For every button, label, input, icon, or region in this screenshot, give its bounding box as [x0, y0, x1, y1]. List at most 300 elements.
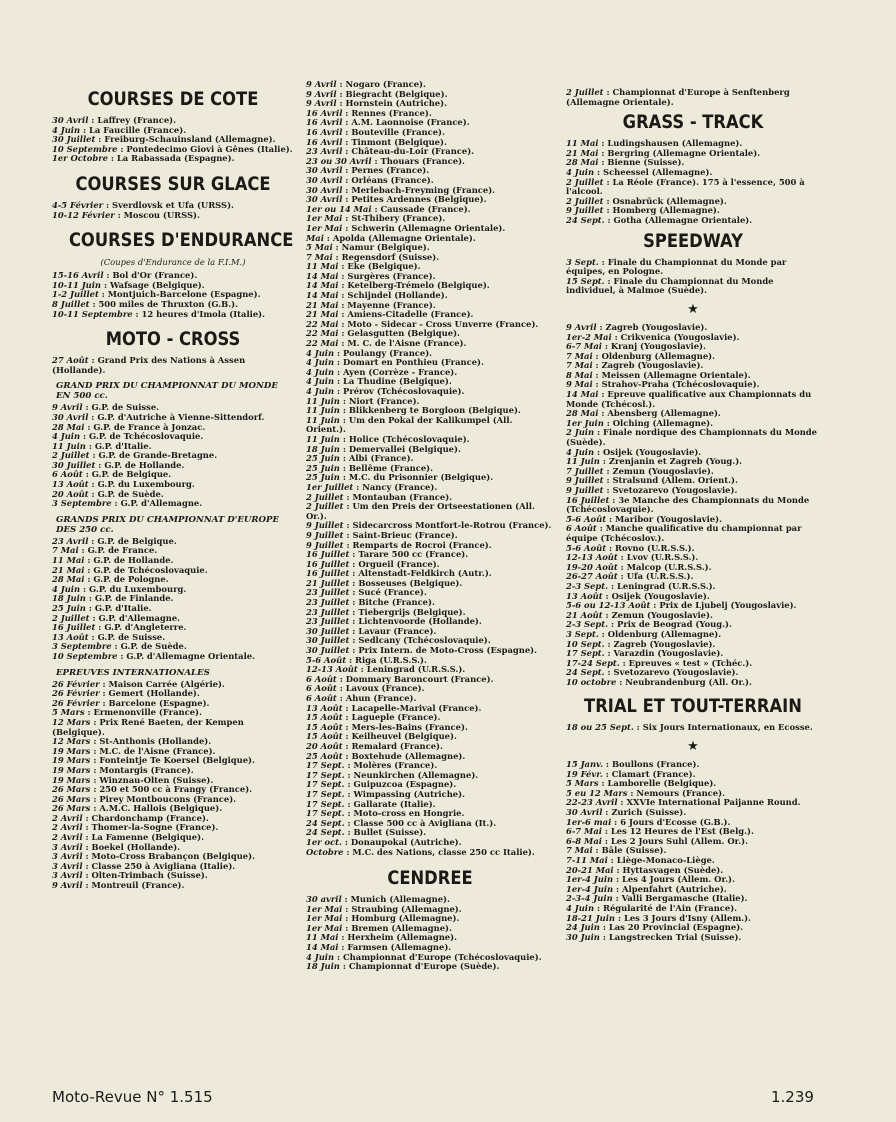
- event-row: 7 Juillet : Zemun (Yougoslavie).: [566, 465, 714, 476]
- event-date: 30 Avril: [306, 165, 343, 176]
- event-place: 500 miles de Thruxton (G.B.).: [98, 298, 239, 309]
- event-place: Altenstadt-Feldkirch (Autr.).: [358, 568, 492, 579]
- event-row: 23 Avril : Château-du-Loir (France).: [306, 146, 475, 157]
- event-row: 1er Mai : Schwerin (Allemagne Orientale).: [306, 222, 506, 233]
- event-row: 4 Juin : Osijek (Yougoslavie).: [566, 446, 702, 457]
- event-row: 3 Avril : Boekel (Hollande).: [52, 841, 181, 852]
- event-list: [52, 201, 294, 220]
- event-date: 25 Juin: [306, 462, 340, 473]
- event-place: Meissen (Allemagne Orientale).: [601, 369, 751, 380]
- event-row: 18 Juin : Championnat d'Europe (Suède).: [306, 961, 500, 972]
- event-date: 9 Avril: [566, 321, 597, 332]
- event-date: 5-6 Août: [566, 513, 607, 524]
- event-row: 15 Sept. : Finale du Championnat du Monde individuel, à Malmoe (Suède).: [566, 275, 774, 296]
- event-place: A.M. Laonnoise (France).: [351, 117, 470, 128]
- event-place: Munich (Allemagne).: [350, 894, 450, 905]
- event-row: 20-21 Mai : Hyttasvagen (Suède).: [566, 864, 724, 875]
- event-place: Chardonchamp (France).: [91, 812, 209, 823]
- event-date: 18 Juin: [52, 593, 86, 604]
- subsection-title: EPREUVES INTERNATIONALES: [56, 667, 210, 678]
- event-list: [52, 680, 294, 891]
- event-place: Olching (Allemagne).: [612, 417, 714, 428]
- event-place: G.P. du Luxembourg.: [89, 583, 187, 594]
- event-date: 7 Mai: [52, 545, 79, 556]
- event-row: 1-2 Juillet : Montjuich-Barcelone (Espagne).: [52, 289, 261, 300]
- event-date: 30 Juillet: [306, 635, 350, 646]
- event-place: Prix de Beograd (Youg.).: [617, 619, 732, 630]
- event-row: 2 Avril : Thomer-la-Sogne (France).: [52, 822, 219, 833]
- event-date: 6-7 Mai: [566, 341, 602, 352]
- section-title-courses-endurance: COURSES D'ENDURANCE: [68, 229, 294, 252]
- event-place: Keilheuvel (Belgique).: [351, 731, 457, 742]
- event-place: G.P. du Luxembourg.: [97, 479, 195, 490]
- event-row: 30 Avril : G.P. d'Autriche à Vienne-Sittendorf.: [52, 411, 265, 422]
- event-row: 6 Août : Ahun (France).: [306, 693, 417, 703]
- event-row: 30 Juillet : Prix Intern. de Moto-Cross (Espagne).: [306, 645, 538, 656]
- section-title-courses-sur-glace: COURSES SUR GLACE: [75, 172, 271, 195]
- event-row: 25 Juin : Albi (France).: [306, 453, 414, 464]
- event-row: 13 Août : Osijek (Yougoslavie).: [566, 590, 710, 601]
- event-date: 23 Juillet: [306, 616, 350, 627]
- event-row: 21 Mai : Amiens-Citadelle (France).: [306, 309, 474, 320]
- event-place: Poulangy (France).: [343, 347, 433, 358]
- event-row: 21 Mai : Bergring (Allemagne Orientale).: [566, 147, 761, 158]
- event-row: 11 Mai : Ludingshausen (Allemagne).: [566, 138, 743, 149]
- event-place: Moscou (URSS).: [123, 209, 200, 220]
- event-row: 4-5 Février : Sverdlovsk et Ufa (URSS).: [52, 199, 234, 210]
- event-row: 16 Juillet : Orgueil (France).: [306, 558, 440, 569]
- event-row: 28 Mai : G.P. de Pologne.: [52, 574, 169, 585]
- event-row: 22-23 Avril : XXVIe International Paijanne Round.: [566, 797, 801, 808]
- event-row: 2-3 Sept. : Leningrad (U.R.S.S.).: [566, 580, 716, 591]
- event-place: Lamborelle (Belgique).: [607, 778, 717, 789]
- event-date: 5 Mai: [306, 242, 333, 253]
- event-date: 18 Juin: [306, 443, 340, 454]
- event-place: Petites Ardennes (Belgique).: [351, 194, 487, 205]
- event-date: 10-11 Septembre: [52, 308, 133, 319]
- event-place: Mayenne (France).: [347, 299, 436, 310]
- event-row: 16 Juillet : Altenstadt-Feldkirch (Autr.).: [306, 568, 492, 579]
- event-place: Bergring (Allemagne Orientale).: [607, 147, 761, 158]
- event-row: 6-7 Mai : Les 12 Heures de l'Est (Belg.).: [566, 826, 754, 837]
- event-place: G.P. de Finlande.: [94, 593, 174, 604]
- event-date: 11 Mai: [306, 261, 339, 272]
- event-place: Gotha (Allemagne Orientale).: [613, 214, 753, 225]
- event-row: 17 Sept. : Guipuzcoa (Espagne).: [306, 779, 457, 790]
- event-row: 23 Juillet : Tiebergrijs (Belgique).: [306, 606, 466, 617]
- event-place: Zagreb (Yougoslavie).: [601, 360, 704, 371]
- event-row: 2 Juillet : Osnabrück (Allemagne).: [566, 195, 727, 206]
- event-date: 3 Septembre: [52, 498, 112, 509]
- event-place: Osijek (Yougoslavie).: [611, 590, 710, 601]
- event-date: 4 Juin: [306, 376, 335, 387]
- event-date: 14 Mai: [306, 942, 339, 953]
- event-date: 2 Juillet: [566, 195, 604, 206]
- event-row: 2-3 Sept. : Prix de Beograd (Youg.).: [566, 619, 732, 630]
- event-row: 9 Juillet : Saint-Brieuc (France).: [306, 529, 458, 540]
- event-date: 4 Juin: [566, 166, 595, 177]
- event-date: 9 Juillet: [306, 539, 344, 550]
- event-date: 15 Sept.: [566, 275, 605, 286]
- event-date: 8 Mai: [566, 369, 593, 380]
- event-date: 30 avril: [306, 894, 342, 905]
- event-place: Zrenjanin et Zagreb (Youg.).: [608, 456, 743, 467]
- event-place: Svetozarevo (Yougoslavie).: [612, 485, 738, 495]
- event-place: Namur (Belgique).: [341, 242, 430, 253]
- event-place: Leningrad (U.R.S.S.).: [366, 664, 466, 675]
- event-date: 16 Juillet: [306, 568, 350, 579]
- event-row: 23 Juillet : Lichtenvoorde (Hollande).: [306, 616, 482, 627]
- event-row: Octobre : M.C. des Nations, classe 250 cc Italie).: [306, 846, 535, 857]
- event-date: 17 Sept.: [306, 808, 345, 819]
- event-place: G.P. de Hollande.: [104, 459, 185, 470]
- event-row: 4 Juin : Régularité de l'Ain (France).: [566, 902, 738, 913]
- event-row: 9 Juillet : Homberg (Allemagne).: [566, 205, 720, 216]
- event-place: Amiens-Citadelle (France).: [347, 309, 474, 320]
- event-date: 21 Mai: [52, 564, 85, 575]
- event-date: 2 Avril: [52, 822, 83, 833]
- event-date: 19 Mars: [52, 764, 91, 775]
- event-place: Winznau-Olten (Suisse).: [99, 774, 214, 785]
- event-place: Lacapelle-Marival (France).: [351, 702, 482, 713]
- event-date: 17 Sept.: [306, 779, 345, 790]
- event-place: Moto - Sidecar - Cross Unverre (France).: [347, 318, 539, 329]
- event-place: G.P. d'Italie.: [94, 603, 152, 613]
- event-row: 9 Avril : Hornstein (Autriche).: [306, 98, 447, 109]
- event-date: 13 Août: [52, 631, 89, 642]
- event-place: Um den Preis der Ortseestationen (All. Or.).: [306, 501, 535, 521]
- event-place: G.P. de Suisse.: [97, 631, 166, 642]
- event-row: 26 Février : Maison Carrée (Algérie).: [52, 678, 225, 689]
- event-row: 30 Avril : Merlebach-Freyming (France).: [306, 184, 496, 195]
- event-place: Championnat d'Europe (Suède).: [348, 961, 500, 972]
- event-place: Régularité de l'Ain (France).: [603, 902, 738, 913]
- event-row: 11 Juin : Niort (France).: [306, 395, 420, 406]
- event-date: 30 Juillet: [52, 134, 96, 145]
- event-place: Um den Pokal der Kalikumpel (All. Orient.).: [306, 414, 513, 435]
- event-place: 3e Manche des Championnats du Monde (Tchécoslovaquie).: [566, 494, 810, 515]
- event-date: 21 Juillet: [306, 577, 350, 588]
- event-place: Neunkirchen (Allemagne).: [353, 769, 479, 780]
- event-place: 12 heures d'Imola (Italie).: [141, 308, 266, 319]
- event-row: 6 Août : Dommary Baroncourt (France).: [306, 673, 494, 684]
- event-date: 10 Septembre: [52, 650, 118, 661]
- event-row: 3 Septembre : G.P. d'Allemagne.: [52, 498, 203, 509]
- event-row: 9 Avril : G.P. de Suisse.: [52, 402, 160, 413]
- event-date: 11 Mai: [52, 555, 85, 566]
- event-date: 30 Avril: [566, 807, 603, 818]
- event-place: Osnabrück (Allemagne).: [612, 195, 727, 206]
- event-place: Guipuzcoa (Espagne).: [353, 779, 457, 790]
- event-date: 10 Septembre: [52, 143, 118, 154]
- event-list: [52, 356, 294, 375]
- event-row: 21 Mai : G.P. de Tchécoslovaquie.: [52, 564, 208, 575]
- event-row: 1er Mai : Homburg (Allemagne).: [306, 913, 460, 924]
- event-row: 16 Avril : A.M. Laonnoise (France).: [306, 117, 470, 128]
- event-row: 9 Juillet : Stralsund (Allem. Orient.).: [566, 475, 738, 486]
- event-place: Wafsage (Belgique).: [109, 279, 205, 290]
- event-date: 5-6 Août: [306, 654, 347, 665]
- event-row: 30 Avril : Zurich (Suisse).: [566, 807, 687, 818]
- event-place: Homburg (Allemagne).: [351, 913, 460, 924]
- event-date: 30 Juillet: [306, 625, 350, 636]
- event-row: 17 Sept. : Gallarate (Italie).: [306, 798, 436, 809]
- event-date: 28 Mai: [566, 157, 599, 168]
- event-place: Albi (France).: [348, 453, 414, 464]
- event-place: Hyttasvagen (Suède).: [622, 864, 724, 875]
- event-row: 3 Sept. : Finale du Championnat du Monde par équipes, en Pologne.: [566, 256, 787, 277]
- event-row: 2 Juillet : G.P. d'Allemagne.: [52, 612, 181, 623]
- event-date: 11 Juin: [306, 395, 340, 406]
- event-date: 28 Mai: [566, 408, 599, 419]
- event-place: Homberg (Allemagne).: [612, 205, 720, 216]
- event-place: Championnat d'Europe (Tchécoslovaquie).: [343, 951, 542, 962]
- event-place: Varazdin (Yougoslavie).: [613, 648, 724, 659]
- event-place: Lichtenvoorde (Hollande).: [358, 616, 482, 627]
- event-date: 9 Juillet: [306, 520, 344, 531]
- event-place: Olten-Trimbach (Suisse).: [91, 870, 208, 881]
- event-place: G.P. de Belgique.: [91, 469, 172, 480]
- event-date: 3 Avril: [52, 841, 83, 852]
- event-row: 4 Juin : Prérov (Tchécoslovaquie).: [306, 386, 465, 396]
- event-row: 26 Février : Barcelone (Espagne).: [52, 697, 210, 708]
- event-row: 30 Juin : Langstrecken Trial (Suisse).: [566, 931, 742, 942]
- event-row: 15 Août : Mers-les-Bains (France).: [306, 721, 468, 732]
- event-row: 30 Juillet : G.P. de Hollande.: [52, 459, 185, 470]
- event-date: 11 Juin: [306, 414, 340, 425]
- event-date: 17 Sept.: [566, 648, 605, 659]
- event-place: Holice (Tchécoslovaquie).: [348, 433, 470, 444]
- event-date: 11 Juin: [306, 405, 340, 416]
- event-row: 20 Août : Remalard (France).: [306, 740, 443, 751]
- event-date: 12 Mars: [52, 736, 91, 747]
- event-row: 26 Février : Gemert (Hollande).: [52, 688, 200, 699]
- event-place: Bâle (Suisse).: [601, 845, 667, 856]
- event-row: 16 Juillet : G.P. d'Angleterre.: [52, 622, 187, 633]
- event-date: 23 Avril: [52, 535, 89, 546]
- star-divider-icon: ★: [687, 739, 699, 755]
- event-place: Ermenonville (France).: [93, 707, 202, 718]
- event-row: 13 Août : G.P. du Luxembourg.: [52, 479, 195, 490]
- event-row: Mai : Apolda (Allemagne Orientale).: [306, 232, 476, 243]
- event-row: 30 Juillet : Freiburg-Schauinsland (Allemagne).: [52, 134, 276, 145]
- event-row: 17 Sept. : Wimpassing (Autriche).: [306, 788, 465, 799]
- event-row: 30 avril : Munich (Allemagne).: [306, 894, 450, 905]
- event-date: 16 Avril: [306, 126, 343, 137]
- event-row: 1er oct. : Donaupokal (Autriche).: [306, 836, 462, 847]
- event-date: 11 Juin: [306, 433, 340, 444]
- event-place: Scheessel (Allemagne).: [603, 166, 713, 177]
- event-place: Montargis (France).: [99, 764, 194, 775]
- event-place: Strahov-Praha (Tchécoslovaquie).: [601, 379, 760, 390]
- event-place: Prix de Ljubelj (Yougoslavie).: [659, 600, 797, 611]
- event-date: 21 Mai: [566, 147, 599, 158]
- event-list: [566, 258, 820, 296]
- section-title-cendree: CENDREE: [387, 867, 473, 890]
- event-row: 2 Juillet : Championnat d'Europe à Senftenberg (Allemagne Orientale).: [566, 87, 790, 107]
- event-place: Las 20 Provincial (Espagne).: [608, 922, 744, 933]
- event-place: Freiburg-Schauinsland (Allemagne).: [104, 134, 276, 145]
- event-place: Moto-cross en Hongrie.: [353, 808, 465, 819]
- event-place: Six Jours Internationaux, en Ecosse.: [642, 722, 813, 733]
- event-row: 1er-4 Juin : Les 4 Jours (Allem. Or.).: [566, 874, 735, 885]
- event-row: 19-20 Août : Malcop (U.R.S.S.).: [566, 561, 712, 572]
- event-place: Surgères (France).: [347, 270, 436, 281]
- event-row: 5 eu 12 Mars : Nemours (France).: [566, 787, 725, 798]
- event-date: 2 Juillet: [306, 491, 344, 502]
- event-place: Classe 250 à Avigliana (Italie).: [91, 860, 236, 871]
- event-place: Lavoux (France).: [345, 683, 425, 694]
- event-row: 7 Mai : Bâle (Suisse).: [566, 845, 667, 856]
- event-row: 23 ou 30 Avril : Thouars (France).: [306, 155, 465, 166]
- event-row: 2 Juin : Finale nordique des Championnats du Monde (Suède).: [566, 427, 817, 448]
- event-place: M. C. de l'Aisne (France).: [347, 338, 467, 349]
- event-row: 2-3-4 Juin : Valli Bergamasche (Italie).: [566, 893, 748, 904]
- event-place: Remalard (France).: [351, 740, 443, 751]
- event-date: 4 Juin: [306, 357, 335, 368]
- event-date: 22 Mai: [306, 318, 339, 329]
- event-date: 13 Août: [306, 702, 343, 713]
- event-date: 2 Juillet: [566, 176, 604, 187]
- event-place: 6 Jours d'Ecosse (G.B.).: [620, 816, 731, 827]
- event-place: Maribor (Yougoslavie).: [615, 513, 722, 524]
- event-place: Bol d'Or (France).: [112, 270, 198, 281]
- event-row: 21 Mai : Mayenne (France).: [306, 299, 436, 310]
- event-date: 14 Mai: [566, 389, 599, 400]
- event-place: Apolda (Allemagne Orientale).: [332, 232, 476, 243]
- event-date: 25 Août: [306, 750, 343, 761]
- event-date: 26 Février: [52, 688, 100, 699]
- event-place: M.C. de l'Aisne (France).: [99, 745, 216, 756]
- event-place: Leningrad (U.R.S.S.).: [617, 580, 716, 591]
- event-date: 23 ou 30 Avril: [306, 155, 372, 166]
- event-date: 4 Juin: [306, 366, 335, 377]
- event-place: Finale du Championnat du Monde par équipes, en Pologne.: [566, 256, 787, 277]
- event-place: Mers-les-Bains (France).: [351, 721, 468, 732]
- event-date: 30 Avril: [306, 194, 343, 205]
- event-place: Rennes (France).: [351, 107, 432, 118]
- event-row: 10-11 Septembre : 12 heures d'Imola (Italie).: [52, 308, 266, 319]
- event-row: 23 Juillet : Bitche (France).: [306, 597, 435, 608]
- event-place: Prix Intern. de Moto-Cross (Espagne).: [358, 645, 538, 656]
- event-row: 15-16 Avril : Bol d'Or (France).: [52, 270, 198, 281]
- event-place: G.P. de Suisse.: [91, 402, 160, 413]
- event-date: 2 Avril: [52, 812, 83, 823]
- event-date: 26 Février: [52, 697, 100, 708]
- event-place: Bosseuses (Belgique).: [358, 577, 463, 588]
- event-date: 24 Juin: [566, 922, 600, 933]
- subsection-title: GRAND PRIX DU CHAMPIONNAT DU MONDE EN 500 cc.: [56, 381, 278, 402]
- event-date: Octobre: [306, 846, 344, 857]
- event-date: 6 Août: [566, 523, 597, 534]
- event-place: Wimpassing (Autriche).: [353, 788, 465, 799]
- event-row: 7 Mai : Oldenburg (Allemagne).: [566, 350, 716, 361]
- event-place: Ludingshausen (Allemagne).: [607, 138, 743, 149]
- event-row: 26 Mars : 250 et 500 cc à Frangy (France).: [52, 784, 253, 795]
- event-date: 9 Juillet: [566, 205, 604, 216]
- event-place: Gallarate (Italie).: [353, 798, 436, 809]
- event-row: 30 Avril : Pernes (France).: [306, 165, 430, 176]
- footer-issue: Moto-Revue N° 1.515: [52, 1088, 213, 1106]
- event-row: 5-6 ou 12-13 Août : Prix de Ljubelj (Yougoslavie).: [566, 600, 797, 611]
- event-row: 9 Juillet : Sidecarcross Montfort-le-Rotrou (France).: [306, 520, 552, 531]
- event-row: 1er-4 Juin : Alpenfahrt (Autriche).: [566, 883, 727, 894]
- section-title-grass-track: GRASS - TRACK: [622, 111, 764, 134]
- event-row: 16 Juillet : 3e Manche des Championnats du Monde (Tchécoslovaquie).: [566, 494, 810, 515]
- column-2: [306, 80, 554, 972]
- event-date: 4 Juin: [566, 902, 595, 913]
- event-place: La Famenne (Belgique).: [91, 832, 204, 843]
- event-row: 11 Mai : Herxheim (Allemagne).: [306, 932, 458, 943]
- event-place: Dommary Baroncourt (France).: [345, 673, 494, 684]
- event-date: 7 Juillet: [566, 465, 604, 476]
- event-date: 24 Sept.: [566, 214, 605, 225]
- event-row: 28 Mai : Bienne (Suisse).: [566, 157, 685, 168]
- event-list: [52, 271, 294, 319]
- event-row: 19 Mars : Winznau-Olten (Suisse).: [52, 774, 214, 785]
- event-place: Schwerin (Allemagne Orientale).: [351, 222, 506, 233]
- event-row: 9 Juillet : Remparts de Rocroi (France).: [306, 539, 492, 550]
- event-place: Zurich (Suisse).: [611, 807, 687, 818]
- event-row: 30 Avril : Orléans (France).: [306, 174, 434, 185]
- event-date: 1er ou 14 Mai: [306, 203, 372, 214]
- event-row: 7 Mai : Regensdorf (Suisse).: [306, 251, 440, 262]
- event-row: 22 Mai : Moto - Sidecar - Cross Unverre (France).: [306, 318, 539, 329]
- event-place: La Rabassada (Espagne).: [116, 153, 235, 164]
- event-date: 26 Mars: [52, 803, 91, 814]
- event-place: Merlebach-Freyming (France).: [351, 184, 496, 195]
- event-row: 2 Juillet : Montauban (France).: [306, 491, 453, 502]
- event-row: 25 Août : Boxtehude (Allemagne).: [306, 750, 466, 761]
- event-row: 3 Sept. : Oldenburg (Allemagne).: [566, 628, 722, 639]
- event-place: Tarare 500 cc (France).: [358, 549, 469, 560]
- section-title-speedway: SPEEDWAY: [643, 229, 743, 252]
- event-date: 5 eu 12 Mars: [566, 787, 628, 798]
- event-place: Sverdlovsk et Ufa (URSS).: [112, 199, 234, 210]
- event-place: Fonteintje Te Koersel (Belgique).: [99, 755, 255, 766]
- event-row: 5-6 Août : Rovno (U.R.S.S.).: [566, 542, 695, 553]
- event-row: 9 Avril : Biegracht (Belgique).: [306, 88, 448, 99]
- event-place: XXVIe International Paijanne Round.: [626, 797, 801, 808]
- event-date: 7 Mai: [566, 360, 593, 371]
- event-row: 9 Avril : Montreuil (France).: [52, 880, 185, 891]
- event-place: Les 4 Jours (Allem. Or.).: [622, 874, 735, 885]
- event-date: 20 Août: [306, 740, 343, 751]
- event-date: 2-3 Sept.: [566, 580, 609, 591]
- event-row: 10-11 Juin : Wafsage (Belgique).: [52, 279, 205, 290]
- event-row: 4 Juin : G.P. du Luxembourg.: [52, 583, 187, 594]
- event-place: Bullet (Suisse).: [353, 827, 427, 838]
- event-row: 13 Août : G.P. de Suisse.: [52, 631, 166, 642]
- event-place: Crikvenica (Yougoslavie).: [620, 331, 740, 342]
- event-place: Montreuil (France).: [91, 880, 185, 891]
- event-place: Boxtehude (Allemagne).: [351, 750, 466, 761]
- event-date: 2 Juillet: [566, 87, 604, 97]
- event-date: 3 Avril: [52, 870, 83, 881]
- subsection-title: GRANDS PRIX DU CHAMPIONNAT D'EUROPE DES 250 cc.: [56, 514, 280, 535]
- event-date: 16 Juillet: [52, 622, 96, 633]
- event-date: 30 Avril: [306, 174, 343, 185]
- event-date: 1er Mai: [306, 222, 343, 233]
- event-place: Pernes (France).: [351, 165, 430, 176]
- event-place: Niort (France).: [348, 395, 420, 406]
- event-row: 5-6 Août : Riga (U.R.S.S.).: [306, 654, 427, 665]
- event-place: Prérov (Tchécoslovaquie).: [343, 386, 465, 396]
- event-row: 30 Avril : Laffrey (France).: [52, 115, 177, 125]
- event-place: Manche qualificative du championnat par équipe (Tchécoslov.).: [566, 523, 802, 543]
- event-row: 12 Mars : St-Anthonis (Hollande).: [52, 736, 212, 747]
- event-date: 4 Juin: [306, 951, 335, 962]
